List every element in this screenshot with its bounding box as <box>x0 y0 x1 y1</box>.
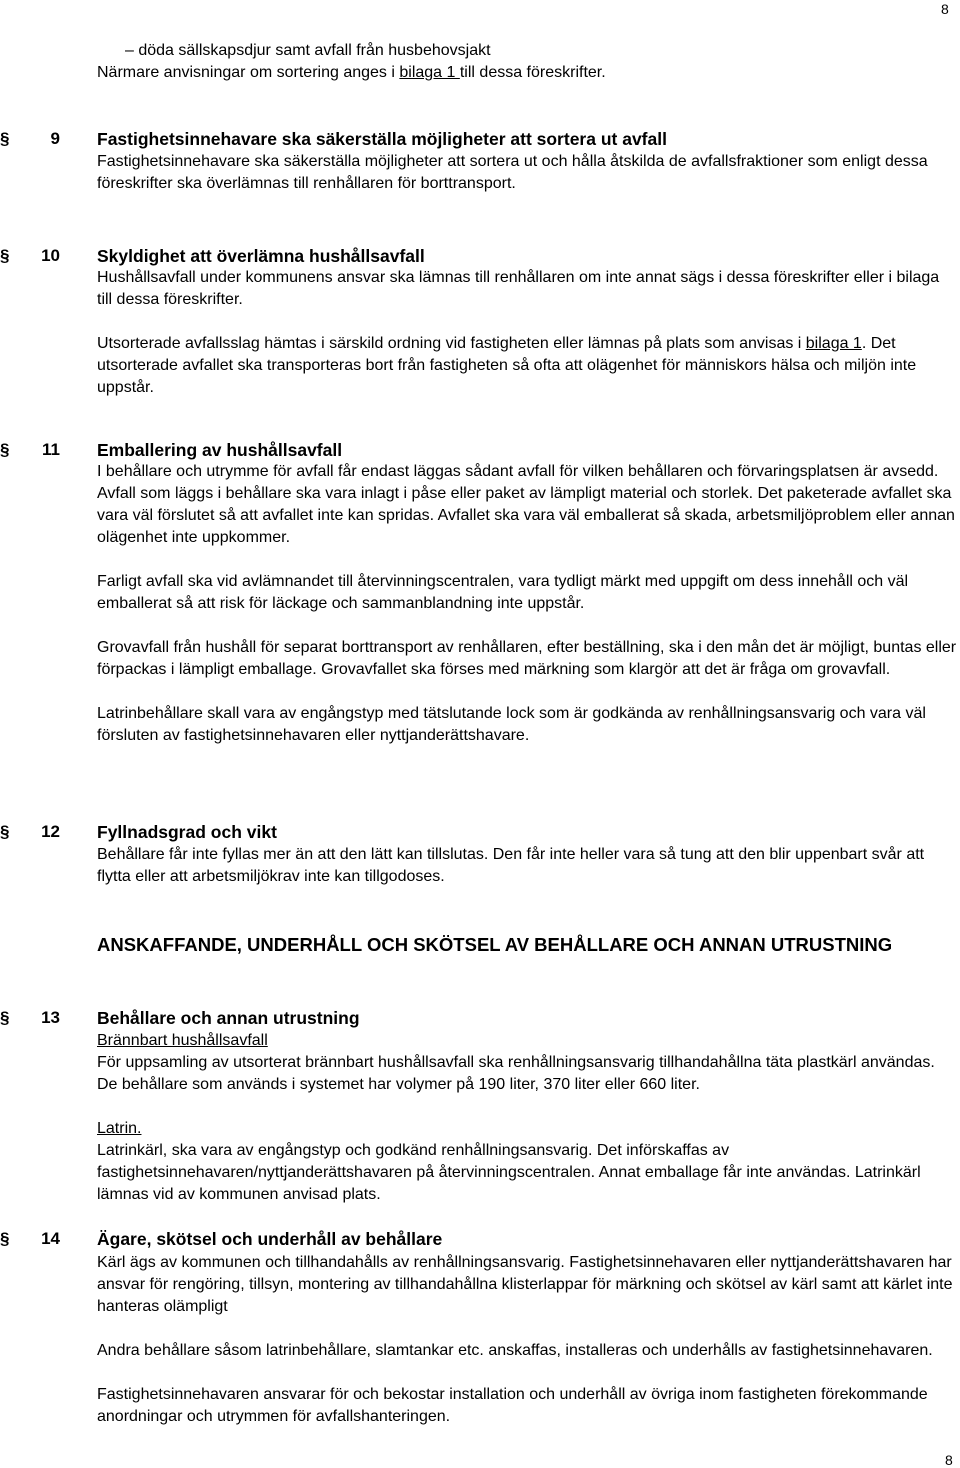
page-number-top: 8 <box>941 1 949 17</box>
section-14-number: § 14 <box>0 1229 60 1248</box>
section-9-number: § 9 <box>0 129 60 148</box>
subheading-brannbart: Brännbart hushållsavfall <box>97 1032 268 1049</box>
section-11-body: I behållare och utrymme för avfall får endast läggas sådant avfall för vilken behållaren och förvaringsplatsen är avsedd. Avfall som läggs i behållare ska vara inlagt i påse eller paket av lämpligt material och storlek. Det paketerade avfallet ska vara väl förslutet så att avfallet inte kan spridas. Avfallet ska vara väl emballerat så skada, arbetsmiljöproblem eller annan olägenhet inte uppkommer. Farligt avfall ska vid avlämnandet till återvinningscentralen, vara tydligt märkt med uppgift om dess innehåll och väl emballerat så att risk för läckage och sammanblandning inte uppstår. Grovavfall från hushåll för separat borttransport av renhållaren, efter beställning, ska i den mån det är möjligt, buntas eller förpackas i lämpligt emballage. Grovavfallet ska förses med märkning som klargör att det är fråga om grovavfall. Latrinbehållare skall vara av engångstyp med tätslutande lock som är godkända av renhållningsansvarig och vara väl försluten av fastighetsinnehavaren eller nyttjanderättshavare. <box>97 463 957 744</box>
section-10-body: Hushållsavfall under kommunens ansvar ska lämnas till renhållaren om inte annat sägs i dessa föreskrifter eller i bilaga till dessa föreskrifter. Utsorterade avfallsslag hämtas i särskild ordning vid fastigheten eller lämnas på plats som anvisas i bilaga 1. Det utsorterade avfallet ska transporteras bort från fastigheten så ofta att olägenhet för människors hälsa och miljön inte uppstår. <box>97 269 940 396</box>
section-10-title: Skyldighet att överlämna hushållsavfall <box>97 246 425 266</box>
bilaga-1-link[interactable]: bilaga 1 <box>399 64 460 81</box>
page-number-bottom: 8 <box>945 1452 953 1468</box>
bilaga-1-link-2[interactable]: bilaga 1 <box>805 335 862 352</box>
section-12-number: § 12 <box>0 822 60 841</box>
section-9-body: Fastighetsinnehavare ska säkerställa möjligheter att sortera ut och hålla åtskilda de avfallsfraktioner som enligt dessa föreskrifter ska överlämnas till renhållaren för borttransport. <box>97 153 928 192</box>
section-14-body: Kärl ägs av kommunen och tillhandahålls av renhållningsansvarig. Fastighetsinnehavaren eller nyttjanderättshavaren har ansvar för rengöring, tillsyn, montering av tillhandahållna klisterlappar för märkning och skötsel av kärl samt att kärlet inte hanteras olämpligt Andra behållare såsom latrinbehållare, slamtankar etc. anskaffas, installeras och underhålls av fastighetsinnehavaren. Fastighetsinnehavaren ansvarar för och bekostar installation och underhåll av övriga inom fastigheten förekommande anordningar och utrymmen för avfallshanteringen. <box>97 1254 953 1425</box>
section-13-number: § 13 <box>0 1008 60 1027</box>
section-12-body: Behållare får inte fyllas mer än att den lätt kan tillslutas. Den får inte heller vara så tung att den blir uppenbart svår att flytta eller att arbetsmiljökrav inte kan tillgodoses. <box>97 846 925 885</box>
section-10-number: § 10 <box>0 246 60 265</box>
section-11-title: Emballering av hushållsavfall <box>97 440 343 460</box>
section-13-body: Brännbart hushållsavfall För uppsamling av utsorterat brännbart hushållsavfall ska renhållningsansvarig tillhandahållna täta plastkärl användas. De behållare som används i systemet har volymer på 190 liter, 370 liter eller 660 liter. Latrin. Latrinkärl, ska vara av engångstyp och godkänd renhållningsansvarig. Det införskaffas av fastighetsinnehavaren/nyttjanderättshavaren på återvinningscentralen. Annat emballage får inte användas. Latrinkärl lämnas vid av kommunen anvisad plats. <box>97 1030 957 1206</box>
intro-list-item: – döda sällskapsdjur samt avfall från husbehovsjakt <box>125 42 491 59</box>
chapter-heading: ANSKAFFANDE, UNDERHÅLL OCH SKÖTSEL AV BEHÅLLARE OCH ANNAN UTRUSTNING <box>97 934 893 955</box>
intro-block <box>97 40 957 84</box>
section-14-title: Ägare, skötsel och underhåll av behållare <box>97 1229 443 1249</box>
section-12-title: Fyllnadsgrad och vikt <box>97 822 277 842</box>
subheading-latrin: Latrin. <box>97 1120 142 1137</box>
section-11-number: § 11 <box>0 440 60 459</box>
intro-note: Närmare anvisningar om sortering anges i bilaga 1 till dessa föreskrifter. <box>97 64 606 81</box>
section-9-title: Fastighetsinnehavare ska säkerställa möjligheter att sortera ut avfall <box>97 129 667 149</box>
section-13-title: Behållare och annan utrustning <box>97 1008 360 1028</box>
